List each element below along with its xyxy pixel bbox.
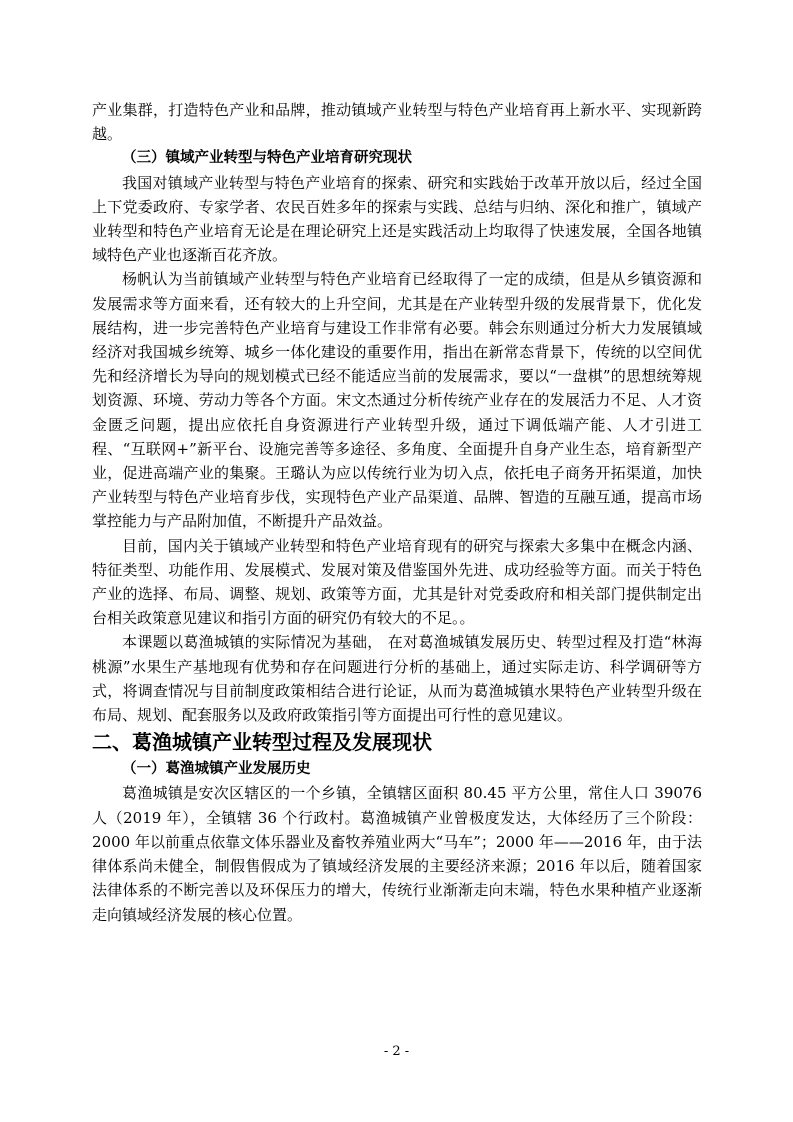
body-paragraph: 目前，国内关于镇域产业转型和特色产业培育现有的研究与探索大多集中在概念内涵、特征类型、功能作用、发展模式、发展对策及借鉴国外先进、成功经验等方面。而关于特色产业的选择、布局、调整、规划、政策等方面，尤其是针对党委政府和相关部门提供制定出台相关政策意见建议和指引方面的研究仍有较大的不足。。 [92,536,702,628]
subsection-heading-history: （一）葛渔城镇产业发展历史 [122,761,311,778]
body-paragraph: 本课题以葛渔城镇的实际情况为基础， 在对葛渔城镇发展历史、转型过程及打造“林海桃源”水果生产基地现有优势和存在问题进行分析的基础上，通过实际走访、科学调研等方式，将调查情况与目前制度政策相结合进行论证，从而为葛渔城镇水果特色产业转型升级在布局、规划、配套服务以及政府政策指引等方面提出可行性的意见建议。 [92,633,702,725]
body-paragraph: 我国对镇域产业转型与特色产业培育的探索、研究和实践始于改革开放以后，经过全国上下党委政府、专家学者、农民百姓多年的探索与实践、总结与归纳、深化和推广，镇域产业转型和特色产业培育无论是在理论研究上还是实践活动上均取得了快速发展，全国各地镇域特色产业也逐渐百花齐放。 [92,173,702,265]
section-heading: 二、葛渔城镇产业转型过程及发展现状 [92,730,432,755]
body-paragraph: 杨帆认为当前镇域产业转型与特色产业培育已经取得了一定的成绩，但是从乡镇资源和发展需求等方面来看，还有较大的上升空间，尤其是在产业转型升级的发展背景下，优化发展结构，进一步完善特色产业培育与建设工作非常有必要。韩会东则通过分析大力发展镇域经济对我国城乡统筹、城乡一体化建设的重要作用，指出在新常态背景下，传统的以空间优先和经济增长为导向的规划模式已经不能适应当前的发展需求，要以“一盘棋”的思想统筹规划资源、环境、劳动力等各个方面。宋文杰通过分析传统产业存在的发展活力不足、人才资金匮乏问题，提出应依托自身资源进行产业转型升级，通过下调低端产能、人才引进工程、“互联网+”新平台、设施完善等多途径、多角度、全面提升自身产业生态，培育新型产业，促进高端产业的集聚。王璐认为应以传统行业为切入点，依托电子商务开拓渠道，加快产业转型与特色产业培育步伐，实现特色产业产品渠道、品牌、智造的互融互通，提高市场掌控能力与产品附加值，不断提升产品效益。 [92,270,702,531]
page-number: - 2 - [383,1044,410,1059]
continuation-paragraph: 产业集群，打造特色产业和品牌，推动镇域产业转型与特色产业培育再上新水平、实现新跨越。 [92,101,702,144]
body-paragraph: 葛渔城镇是安次区辖区的一个乡镇，全镇辖区面积 80.45 平方公里，常住人口 39076 人（2019 年），全镇辖 36 个行政村。葛渔城镇产业曾极度发达，大体经历了三个阶段：2000 年以前重点依靠文体乐器业及畜牧养殖业两大“马车”；2000 年——2016 年，由于法律体系尚未健全，制假售假成为了镇域经济发展的主要经济来源；2016 年以后，随着国家法律体系的不断完善以及环保压力的增大，传统行业渐渐走向末端，特色水果种植产业逐渐走向镇域经济发展的核心位置。 [92,784,702,924]
subsection-heading-research-status: （三）镇域产业转型与特色产业培育研究现状 [122,150,412,167]
document-body [92,98,702,927]
